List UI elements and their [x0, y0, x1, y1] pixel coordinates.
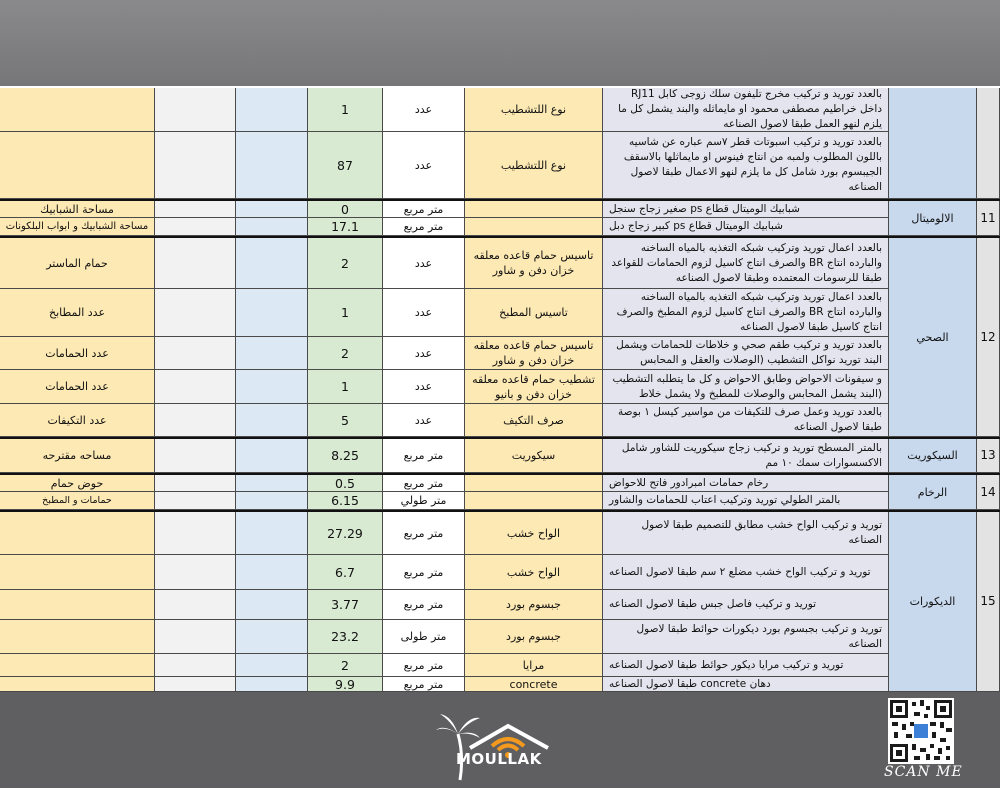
empty-cell [236, 475, 308, 492]
empty-cell [155, 88, 236, 132]
empty-cell [155, 218, 236, 236]
section-number: 12 [977, 238, 1000, 437]
description-cell: بالعدد توريد وعمل صرف للتكيفات من مواسير كيسل ١ بوصة طبقا لاصول الصناعه [603, 404, 889, 437]
section-divider [0, 236, 1000, 238]
description-cell: رخام حمامات امبرادور فاتح للاحواض [603, 475, 889, 492]
item-cell: تاسيس المطبخ [465, 289, 603, 337]
description-cell: شبابيك الوميتال قطاع ps صغير زجاج سنجل [603, 201, 889, 218]
unit-cell: متر مربع [383, 475, 465, 492]
description-cell: توريد و تركيب فاصل جبس طبقا لاصول الصناعه [603, 590, 889, 620]
quantity-cell: 23.2 [308, 620, 383, 654]
description-cell: بالعدد اعمال توريد وتركيب شبكه التغذيه بالمياه الساخنه والبارده انتاج BR والصرف انتاج كاسيل لزوم المطبخ والصرف انتاج كاسيل طبقا لاصول الصناعه [603, 289, 889, 337]
note-cell: مساحه مقترحه [0, 439, 155, 473]
empty-cell [236, 512, 308, 555]
brand-name: MOULLAK [456, 750, 542, 768]
unit-cell: عدد [383, 337, 465, 370]
note-cell: حوض حمام [0, 475, 155, 492]
unit-cell: متر مربع [383, 218, 465, 236]
description-cell: و سيفونات الاحواض وطابق الاحواض و كل ما يتطلبه التشطيب (البند يشمل المحابس والوصلات للمطبخ ولا يشمل خلاط [603, 370, 889, 404]
empty-cell [155, 677, 236, 692]
unit-cell: عدد [383, 132, 465, 199]
empty-cell [155, 590, 236, 620]
item-cell: الواح خشب [465, 555, 603, 590]
note-cell: مساحة الشبابيك و ابواب البلكونات [0, 218, 155, 236]
item-cell [465, 492, 603, 510]
empty-cell [155, 512, 236, 555]
description-cell: توريد و تركيب بجبسوم بورد ديكورات حوائط طبقا لاصول الصناعه [603, 620, 889, 654]
empty-cell [155, 238, 236, 289]
empty-cell [236, 492, 308, 510]
unit-cell: متر طولي [383, 492, 465, 510]
quantity-cell: 6.15 [308, 492, 383, 510]
quantity-cell: 2 [308, 337, 383, 370]
item-cell: صرف التكيف [465, 404, 603, 437]
empty-cell [236, 654, 308, 677]
section-number: 11 [977, 201, 1000, 236]
category-cell: الصحي [889, 238, 977, 437]
section-divider [0, 510, 1000, 512]
unit-cell: عدد [383, 404, 465, 437]
description-cell: بالعدد توريد و تركيب اسبوتات قطر ٧سم عباره عن شاسيه باللون المطلوب ولمبه من انتاج فينوس او مايماثلها بالاسقف الجيبسوم بورد شامل كل ما يلزم لنهو الاعمال طبقا لاصول الصناعه [603, 132, 889, 199]
empty-cell [236, 337, 308, 370]
section-number [977, 88, 1000, 199]
item-cell: جبسوم بورد [465, 620, 603, 654]
note-cell: عدد الحمامات [0, 337, 155, 370]
empty-cell [155, 492, 236, 510]
empty-cell [236, 677, 308, 692]
note-cell [0, 677, 155, 692]
item-cell: نوع اللتشطيب [465, 132, 603, 199]
unit-cell: عدد [383, 88, 465, 132]
quantity-cell: 1 [308, 88, 383, 132]
quantity-cell: 9.9 [308, 677, 383, 692]
note-cell [0, 620, 155, 654]
item-cell: تاسيس حمام قاعده معلقه خزان دفن و شاور [465, 337, 603, 370]
item-cell: الواح خشب [465, 512, 603, 555]
item-cell [465, 475, 603, 492]
item-cell: سيكوريت [465, 439, 603, 473]
unit-cell: متر مربع [383, 590, 465, 620]
unit-cell: متر مربع [383, 555, 465, 590]
category-cell: الالوميتال [889, 201, 977, 236]
quantity-cell: 5 [308, 404, 383, 437]
empty-cell [236, 88, 308, 132]
note-cell: عدد المطابخ [0, 289, 155, 337]
empty-cell [236, 218, 308, 236]
empty-cell [236, 555, 308, 590]
top-background [0, 0, 1000, 86]
unit-cell: متر مربع [383, 677, 465, 692]
note-cell [0, 132, 155, 199]
scan-me-label: SCAN ME [884, 764, 963, 780]
description-cell: توريد و تركيب الواح خشب مضلع ٢ سم طبقا لاصول الصناعه [603, 555, 889, 590]
quantity-cell: 3.77 [308, 590, 383, 620]
unit-cell: متر مربع [383, 201, 465, 218]
section-divider [0, 199, 1000, 201]
item-cell: تشطيب حمام قاعده معلقه خزان دفن و بانيو [465, 370, 603, 404]
unit-cell: متر مربع [383, 439, 465, 473]
empty-cell [155, 201, 236, 218]
quantity-cell: 87 [308, 132, 383, 199]
note-cell: مساحة الشبابيك [0, 201, 155, 218]
quantity-cell: 17.1 [308, 218, 383, 236]
empty-cell [236, 238, 308, 289]
empty-cell [155, 132, 236, 199]
note-cell [0, 88, 155, 132]
note-cell: عدد التكيفات [0, 404, 155, 437]
unit-cell: متر مربع [383, 654, 465, 677]
item-cell: تاسيس حمام قاعده معلقه خزان دفن و شاور [465, 238, 603, 289]
description-cell: بالمتر الطولي توريد وتركيب اعتاب للحمامات والشاور [603, 492, 889, 510]
empty-cell [155, 475, 236, 492]
section-number: 13 [977, 439, 1000, 473]
unit-cell: متر طولى [383, 620, 465, 654]
empty-cell [155, 404, 236, 437]
empty-cell [155, 620, 236, 654]
empty-cell [155, 439, 236, 473]
empty-cell [236, 132, 308, 199]
item-cell [465, 201, 603, 218]
empty-cell [236, 439, 308, 473]
section-divider [0, 473, 1000, 475]
item-cell: نوع اللتشطيب [465, 88, 603, 132]
quantity-cell: 0 [308, 201, 383, 218]
category-cell: الرخام [889, 475, 977, 510]
section-number: 14 [977, 475, 1000, 510]
item-cell: concrete [465, 677, 603, 692]
empty-cell [236, 590, 308, 620]
note-cell: عدد الحمامات [0, 370, 155, 404]
description-cell: بالعدد توريد و تركيب طقم صحي و خلاطات للحمامات ويشمل البند توريد نواكل التشطيب (الوصلات والعقل و المحابس [603, 337, 889, 370]
note-cell [0, 654, 155, 677]
empty-cell [236, 620, 308, 654]
section-number: 15 [977, 512, 1000, 692]
empty-cell [155, 289, 236, 337]
description-cell: توريد و تركيب الواح خشب مطابق للتصميم طبقا لاصول الصناعه [603, 512, 889, 555]
empty-cell [236, 201, 308, 218]
quantity-cell: 8.25 [308, 439, 383, 473]
note-cell: حمامات و المطبخ [0, 492, 155, 510]
quantity-cell: 6.7 [308, 555, 383, 590]
moullak-logo [430, 708, 580, 784]
quantity-cell: 0.5 [308, 475, 383, 492]
description-cell: بالعدد اعمال توريد وتركيب شبكه التغذيه بالمياه الساخنه والبارده انتاج BR والصرف انتاج كاسيل لزوم الحمامات للقواعد طبقا للرسومات المعتمده وطبقا لاصول الصناعه [603, 238, 889, 289]
category-cell [889, 88, 977, 199]
empty-cell [155, 654, 236, 677]
quantity-cell: 1 [308, 289, 383, 337]
description-cell: دهان concrete طبقا لاصول الصناعه [603, 677, 889, 692]
section-divider [0, 437, 1000, 439]
empty-cell [236, 289, 308, 337]
description-cell: بالمتر المسطح توريد و تركيب زجاج سيكوريت للشاور شامل الاكسسوارات سمك ١٠ مم [603, 439, 889, 473]
unit-cell: متر مربع [383, 512, 465, 555]
note-cell: حمام الماستر [0, 238, 155, 289]
description-cell: شبابيك الوميتال قطاع ps كبير زجاج دبل [603, 218, 889, 236]
unit-cell: عدد [383, 238, 465, 289]
item-cell: مرايا [465, 654, 603, 677]
category-cell: السيكوريت [889, 439, 977, 473]
quantity-cell: 27.29 [308, 512, 383, 555]
unit-cell: عدد [383, 370, 465, 404]
description-cell: توريد و تركيب مرايا ديكور حوائط طبقا لاصول الصناعه [603, 654, 889, 677]
description-cell: بالعدد توريد و تركيب مخرج تليفون سلك زوجى كابل RJ11 داخل خراطيم مصطفى محمود او مايماثله والبند يشمل كل ما يلزم لنهو العمل طبقا لاصول الصناعه [603, 88, 889, 132]
quantity-cell: 2 [308, 654, 383, 677]
qr-code[interactable] [888, 698, 954, 764]
empty-cell [155, 370, 236, 404]
note-cell [0, 512, 155, 555]
note-cell [0, 590, 155, 620]
empty-cell [236, 370, 308, 404]
item-cell [465, 218, 603, 236]
quantity-cell: 2 [308, 238, 383, 289]
empty-cell [236, 404, 308, 437]
note-cell [0, 555, 155, 590]
category-cell: الديكورات [889, 512, 977, 692]
empty-cell [155, 337, 236, 370]
item-cell: جبسوم بورد [465, 590, 603, 620]
quantity-cell: 1 [308, 370, 383, 404]
unit-cell: عدد [383, 289, 465, 337]
empty-cell [155, 555, 236, 590]
